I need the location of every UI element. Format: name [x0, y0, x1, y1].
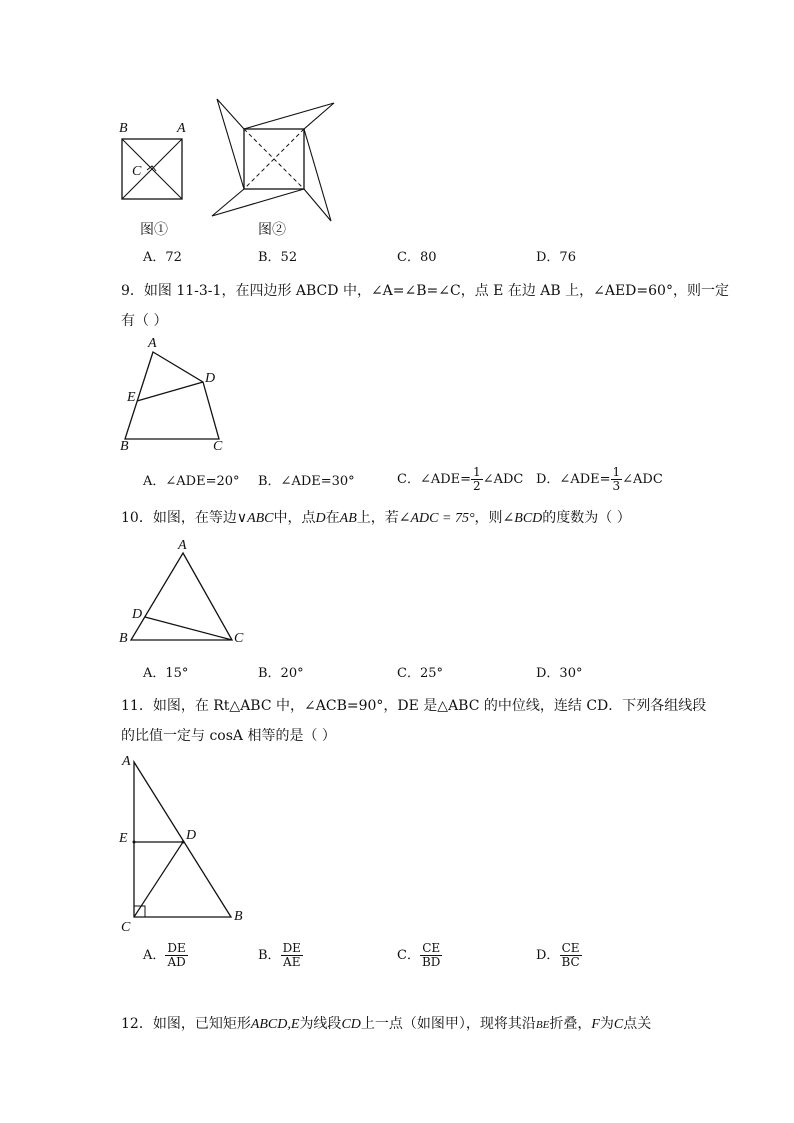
q9-label-a: A	[148, 336, 157, 351]
q9-label-b: B	[120, 439, 129, 454]
q10-option-a: A．15°	[143, 666, 189, 681]
q8-option-c: C．80	[397, 250, 437, 265]
q10-label-a: A	[178, 538, 187, 553]
q10-option-d: D．30°	[536, 666, 583, 681]
q11-label-a: A	[122, 754, 131, 769]
q8-option-b: B．52	[258, 250, 298, 265]
q8-option-a: A．72	[143, 250, 182, 265]
figure-1-caption: 图①	[140, 222, 168, 238]
q9-option-a: A．∠ADE=20°	[143, 474, 240, 489]
fig1-label-a: A	[177, 121, 186, 136]
q10-label-b: B	[119, 631, 128, 646]
q11-stem-line-2: 的比值一定与 cosA 相等的是（ ）	[121, 728, 336, 744]
fig1-label-c: C	[132, 164, 142, 179]
fraction: $\frac{1}{3}$	[612, 465, 621, 493]
q10-label-d: D	[132, 607, 143, 622]
fraction: $\frac{CE}{BC}$	[561, 941, 580, 969]
q10-option-c: C．25°	[397, 666, 443, 681]
q11-option-b: B． $\frac{DE}{AE}$	[258, 941, 301, 969]
q9-label-e: E	[127, 390, 136, 405]
q11-option-c: C． $\frac{CE}{BD}$	[397, 941, 441, 969]
q9-option-b: B．∠ADE=30°	[258, 474, 355, 489]
fraction: $\frac{DE}{AE}$	[282, 941, 301, 969]
q11-label-b: B	[234, 909, 243, 924]
q11-label-d: D	[186, 828, 197, 843]
q11-stem-line-1: 11．如图，在 Rt△ABC 中，∠ACB=90°，DE 是△ABC 的中位线，连结 CD．下列各组线段	[121, 698, 707, 714]
q9-stem-line-1: 9．如图 11-3-1，在四边形 ABCD 中，∠A=∠B=∠C，点 E 在边 AB 上，∠AED=60°，则一定	[121, 283, 729, 299]
q9-stem-line-2: 有（ ）	[121, 313, 168, 329]
q11-option-a: A． $\frac{DE}{AD}$	[143, 941, 186, 969]
q11-label-e: E	[119, 831, 128, 846]
fraction: $\frac{CE}{BD}$	[421, 941, 441, 969]
fig1-label-b: B	[119, 121, 128, 136]
fraction: $\frac{DE}{AD}$	[167, 941, 186, 969]
figure-2-caption: 图②	[258, 222, 286, 238]
q9-label-d: D	[205, 371, 216, 386]
q10-label-c: C	[234, 631, 244, 646]
q10-stem: 10．如图，在等边∨ABC中，点D在AB上，若∠ADC = 75°，则∠BCD的度数为（ ）	[121, 510, 631, 526]
q11-label-c: C	[121, 920, 131, 935]
q8-option-d: D．76	[536, 250, 576, 265]
fraction: $\frac{1}{2}$	[473, 465, 481, 493]
q9-option-c: C．∠ADE= $\frac{1}{2}$ ∠ADC	[397, 465, 524, 493]
q9-label-c: C	[213, 439, 223, 454]
q12-stem: 12．如图，已知矩形ABCD,E为线段CD上一点（如图甲），现将其沿BE折叠，F为C点关	[121, 1016, 652, 1032]
q10-option-b: B．20°	[258, 666, 304, 681]
q11-option-d: D． $\frac{CE}{BC}$	[536, 941, 580, 969]
q9-option-d: D．∠ADE= $\frac{1}{3}$ ∠ADC	[536, 465, 663, 493]
